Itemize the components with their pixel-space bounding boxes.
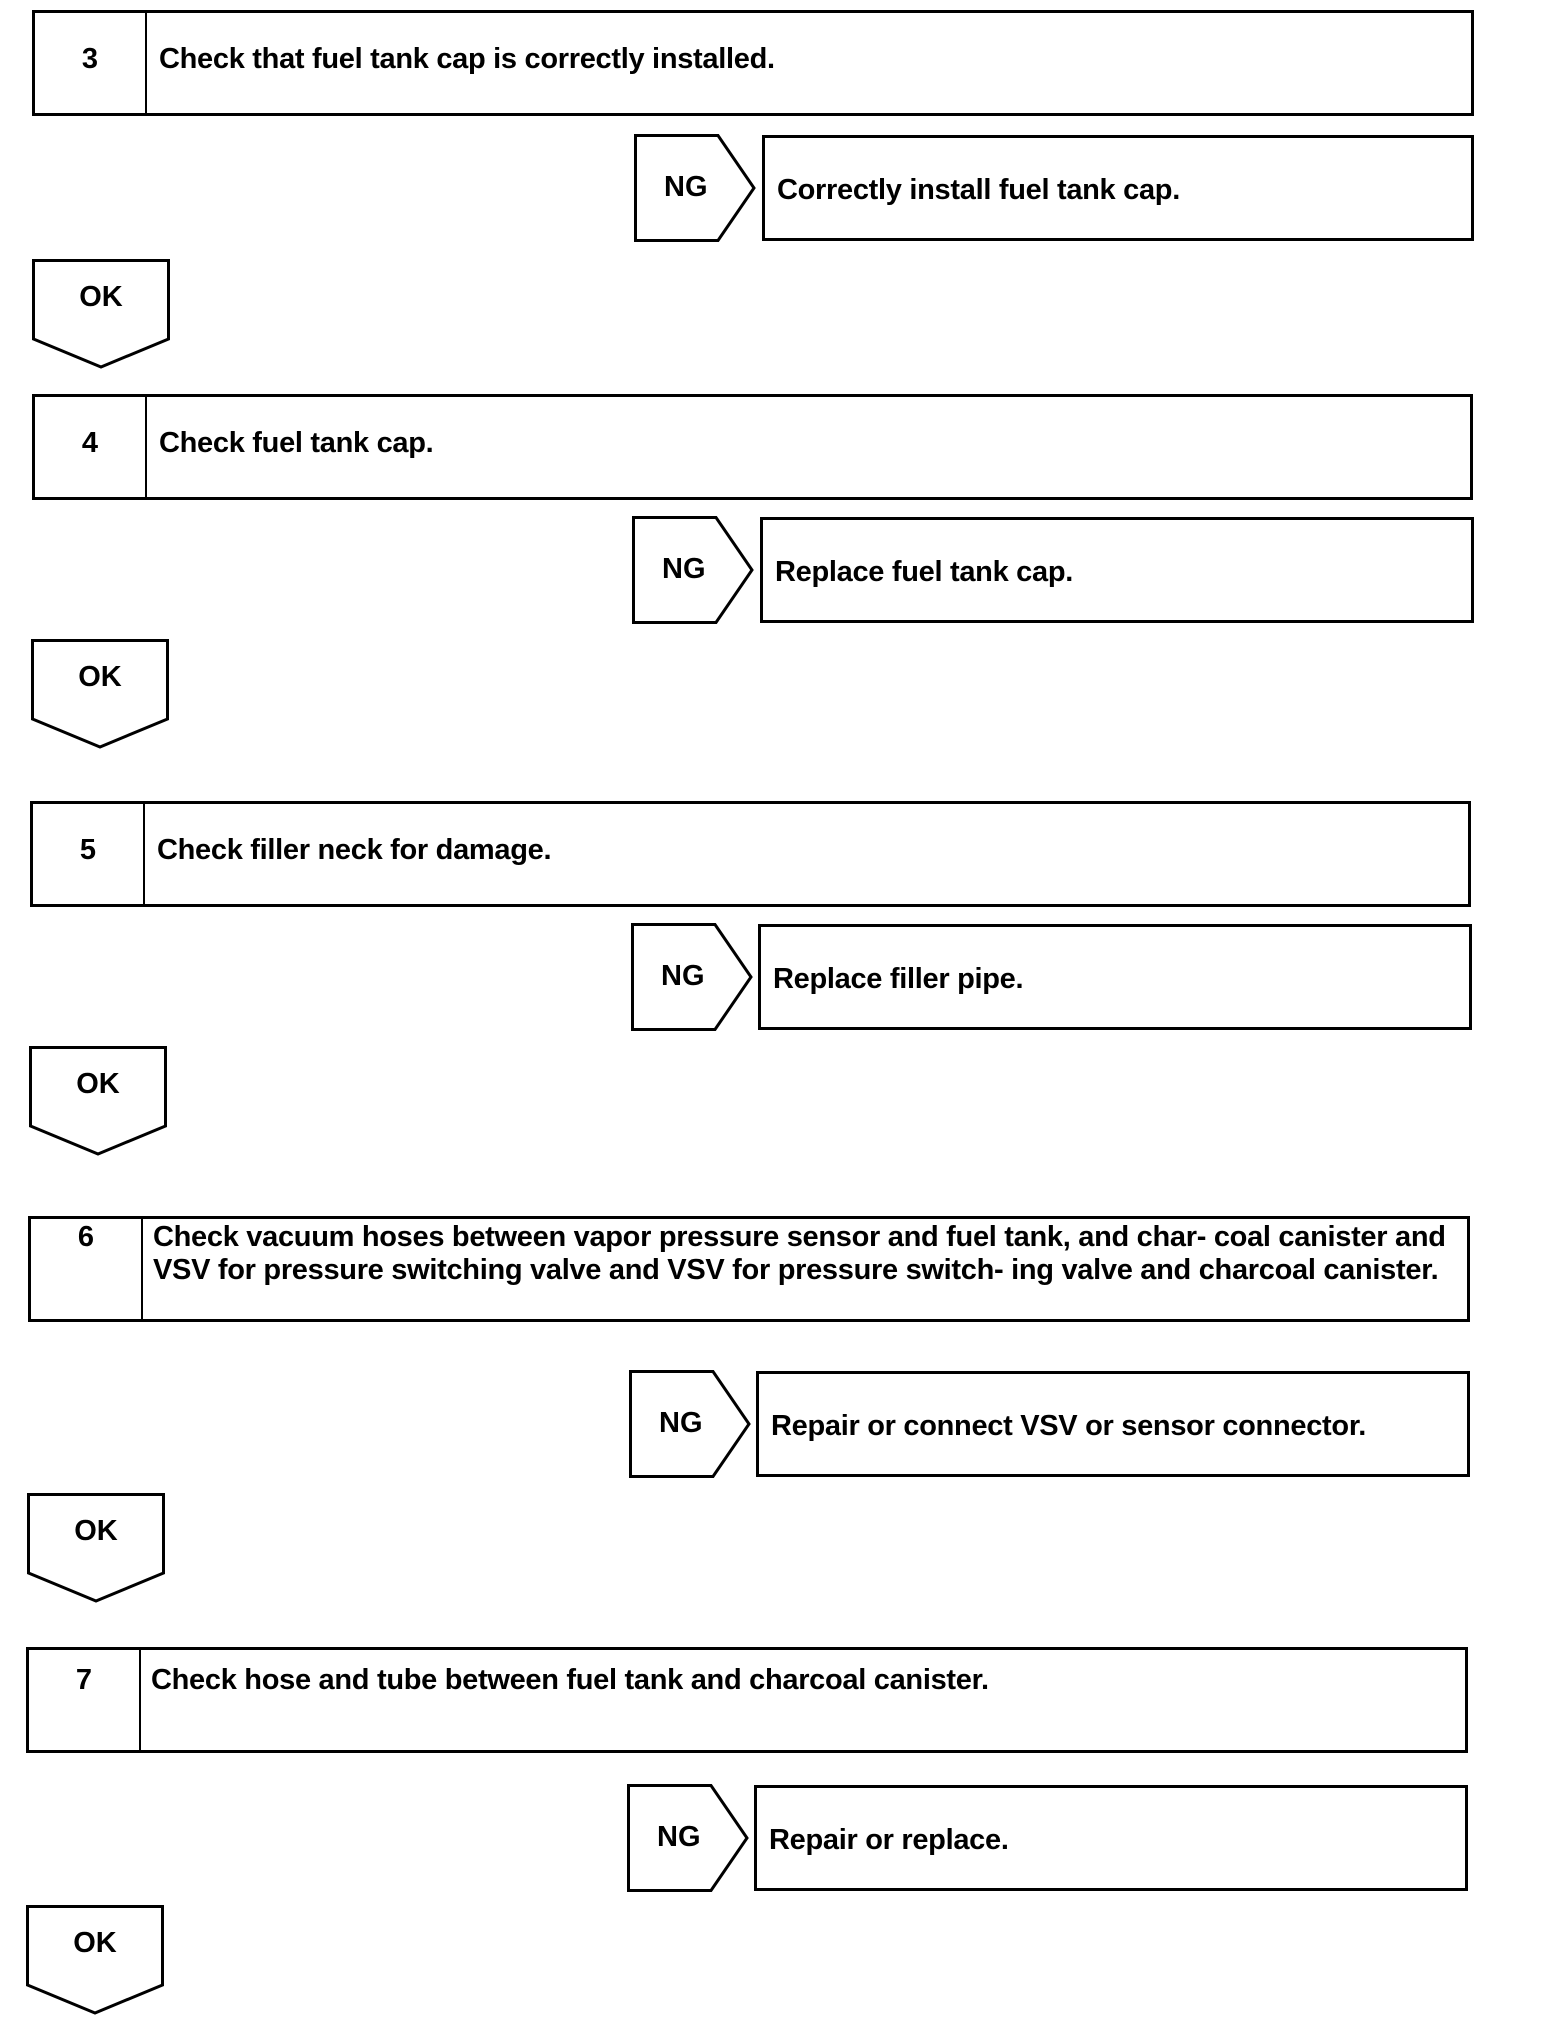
step-text: Check vacuum hoses between vapor pressure sensor and fuel tank, and char- coal canister and VSV for pressure switching valve and VSV for pressure switch- ing valve and charcoal canister. xyxy=(153,1221,1446,1286)
ok-arrow xyxy=(27,1493,165,1603)
ng-arrow xyxy=(631,923,753,1031)
ng-action-box xyxy=(760,517,1474,623)
ok-arrow xyxy=(29,1046,167,1156)
ng-action-text: Replace filler pipe. xyxy=(773,963,1024,995)
ng-arrow xyxy=(634,134,756,242)
ok-arrow-shape xyxy=(31,639,169,749)
step-6-box xyxy=(28,1216,1470,1322)
ng-action-text: Replace fuel tank cap. xyxy=(775,556,1074,588)
ok-arrow-shape xyxy=(27,1493,165,1603)
ng-arrow xyxy=(632,516,754,624)
step-4-box xyxy=(32,394,1473,500)
ok-label: OK xyxy=(79,281,123,313)
step-number: 7 xyxy=(29,1650,141,1750)
ok-label: OK xyxy=(74,1515,118,1547)
step-text: Check hose and tube between fuel tank and charcoal canister. xyxy=(151,1664,989,1696)
step-number: 3 xyxy=(35,13,147,113)
step-5-box xyxy=(30,801,1471,907)
step-3-box xyxy=(32,10,1474,116)
ng-label: NG xyxy=(664,171,708,203)
step-number: 6 xyxy=(31,1219,143,1319)
ok-arrow-shape xyxy=(29,1046,167,1156)
step-text: Check fuel tank cap. xyxy=(159,427,434,459)
step-number: 4 xyxy=(35,397,147,497)
ng-action-text: Repair or connect VSV or sensor connector. xyxy=(771,1410,1366,1442)
ok-arrow xyxy=(26,1905,164,2015)
ng-label: NG xyxy=(662,553,706,585)
ng-action-text: Repair or replace. xyxy=(769,1824,1009,1856)
ng-label: NG xyxy=(661,960,705,992)
ok-arrow-shape xyxy=(32,259,170,369)
ng-action-text: Correctly install fuel tank cap. xyxy=(777,174,1180,206)
ok-label: OK xyxy=(73,1927,117,1959)
ok-label: OK xyxy=(76,1068,120,1100)
ok-arrow xyxy=(32,259,170,369)
ng-action-box xyxy=(754,1785,1468,1891)
ng-action-box xyxy=(758,924,1472,1030)
ng-action-box xyxy=(756,1371,1470,1477)
ng-label: NG xyxy=(659,1407,703,1439)
ng-arrow xyxy=(627,1784,749,1892)
step-7-box xyxy=(26,1647,1468,1753)
ok-arrow xyxy=(31,639,169,749)
step-number: 5 xyxy=(33,804,145,904)
step-text: Check that fuel tank cap is correctly installed. xyxy=(159,43,775,75)
ok-label: OK xyxy=(78,661,122,693)
ng-action-box xyxy=(762,135,1474,241)
ng-arrow xyxy=(629,1370,751,1478)
ok-arrow-shape xyxy=(26,1905,164,2015)
ng-label: NG xyxy=(657,1821,701,1853)
step-text: Check filler neck for damage. xyxy=(157,834,552,866)
